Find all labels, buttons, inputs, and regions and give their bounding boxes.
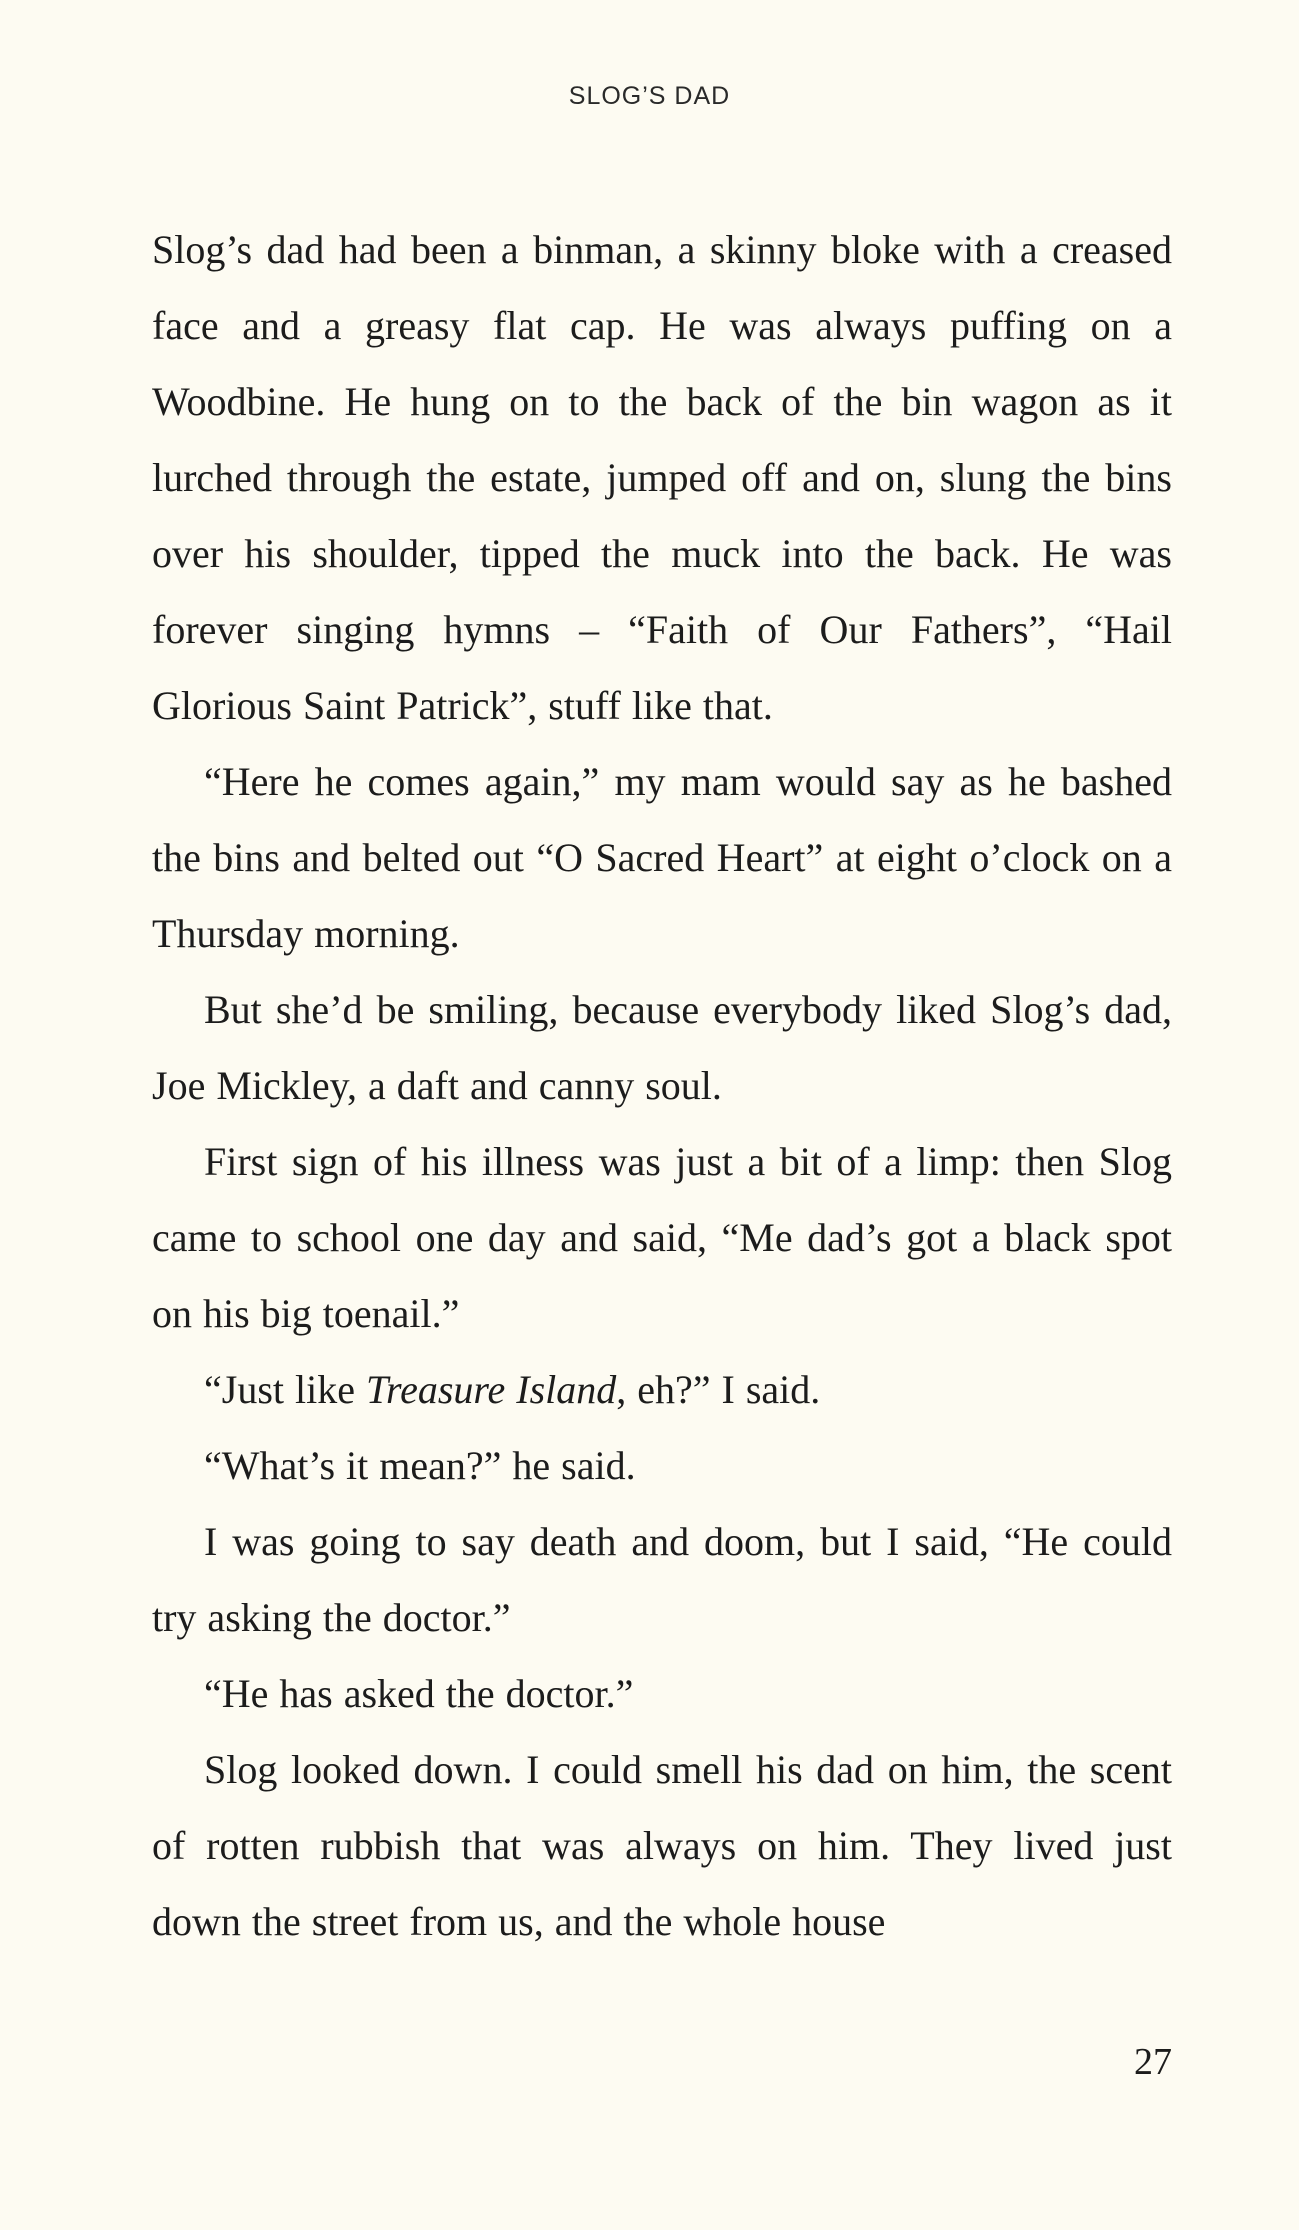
page-number: 27	[1134, 2041, 1172, 2083]
paragraph-1: Slog’s dad had been a binman, a skinny bloke with a creased face and a greasy flat cap. He was always puffing on a Woodbine. He hung on to the back of the bin wagon as it lurched through the estate, jumped off and on, slung the bins over his shoulder, tipped the muck into the back. He was forever singing hymns – “Faith of Our Fathers”, “Hail Glorious Saint Patrick”, stuff like that.	[152, 227, 1172, 728]
paragraph-5-after: , eh?” I said.	[616, 1367, 821, 1412]
paragraph-3: But she’d be smiling, because everybody liked Slog’s dad, Joe Mickley, a daft and canny soul.	[152, 987, 1172, 1108]
paragraph-5	[152, 1352, 1172, 1428]
paragraph-5-before: “Just like	[204, 1367, 366, 1412]
body-text	[152, 212, 1172, 1960]
paragraph-7: I was going to say death and doom, but I said, “He could try asking the doctor.”	[152, 1519, 1172, 1640]
paragraph-4: First sign of his illness was just a bit of a limp: then Slog came to school one day and said, “Me dad’s got a black spot on his big toenail.”	[152, 1139, 1172, 1336]
paragraph-2: “Here he comes again,” my mam would say as he bashed the bins and belted out “O Sacred Heart” at eight o’clock on a Thursday morning.	[152, 759, 1172, 956]
book-title-treasure-island: Treasure Island	[365, 1367, 617, 1412]
paragraph-9: Slog looked down. I could smell his dad on him, the scent of rotten rubbish that was always on him. They lived just down the street from us, and the whole house	[152, 1747, 1172, 1944]
running-head: SLOG’S DAD	[568, 82, 731, 110]
paragraph-8: “He has asked the doctor.”	[204, 1671, 634, 1716]
paragraph-6: “What’s it mean?” he said.	[204, 1443, 636, 1488]
